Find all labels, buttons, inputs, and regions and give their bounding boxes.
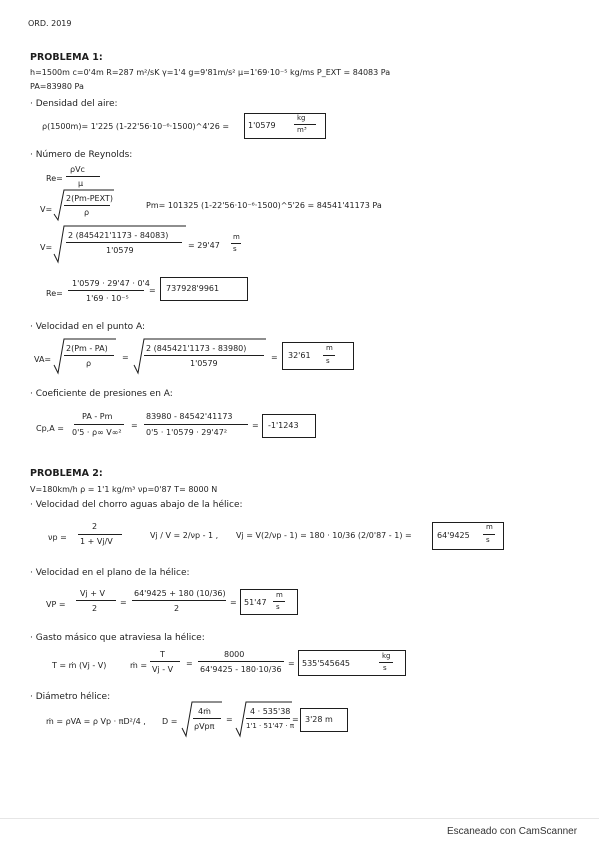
velocity-a-unit-den: s xyxy=(326,357,330,365)
velocity-a-eq2: = xyxy=(271,353,278,362)
nu-den: 1 + Vj/V xyxy=(80,537,113,546)
v-calc-lhs: V= xyxy=(40,243,53,252)
nu-num: 2 xyxy=(92,522,98,531)
cp-result: -1'1243 xyxy=(268,421,299,430)
velocity-a-den1: ρ xyxy=(86,359,92,368)
re-calc-bar xyxy=(68,290,144,291)
vp-bar2 xyxy=(132,600,226,601)
vj-equation: Vj = V(2/νp - 1) = 180 · 10/36 (2/0'87 - 1) = xyxy=(236,531,412,540)
diameter-den1: ρVpπ xyxy=(194,722,215,731)
velocity-a-eq1: = xyxy=(122,353,129,362)
pressure-coef-heading: · Coeficiente de presiones en A: xyxy=(30,389,173,399)
cp-eq2: = xyxy=(252,421,259,430)
density-formula: ρ(1500m)= 1'225 (1-22'56·10⁻⁶·1500)^4'26 = xyxy=(42,122,230,131)
cp-den2: 0'5 · 1'0579 · 29'47² xyxy=(146,428,228,437)
diameter-lhs: D = xyxy=(162,717,178,726)
page-header: ORD. 2019 xyxy=(28,19,72,28)
v-def-bar xyxy=(64,205,110,206)
mdot-bar2 xyxy=(198,661,284,662)
velocity-a-bar1 xyxy=(64,355,114,356)
vp-den1: 2 xyxy=(92,604,98,613)
density-unit-den: m³ xyxy=(297,126,307,134)
pm-equation: Pm= 101325 (1-22'56·10⁻⁶·1500)^5'26 = 84541'41173 Pa xyxy=(146,201,382,210)
diameter-eq1: = xyxy=(226,715,233,724)
cp-den1: 0'5 · ρ∞ V∞² xyxy=(72,428,122,437)
vp-eq1: = xyxy=(120,598,127,607)
plane-velocity-heading: · Velocidad en el plano de la hélice: xyxy=(30,568,190,578)
vp-eq2: = xyxy=(230,598,237,607)
problem1-pa: PA=83980 Pa xyxy=(30,82,84,91)
mdot-bar1 xyxy=(150,661,180,662)
cp-num2: 83980 - 84542'41173 xyxy=(146,412,233,421)
diameter-eq2: = xyxy=(292,715,299,724)
density-heading: · Densidad del aire: xyxy=(30,99,118,109)
velocity-a-result: 32'61 xyxy=(288,351,311,360)
density-result: 1'0579 xyxy=(248,121,276,130)
v-calc-unit-num: m xyxy=(233,233,240,241)
vj-ratio: Vj / V = 2/νp - 1 , xyxy=(150,531,219,540)
velocity-a-lhs: VA= xyxy=(34,355,52,364)
re-calc-num: 1'0579 · 29'47 · 0'4 xyxy=(72,279,150,288)
density-unit-num: kg xyxy=(297,114,306,122)
mdot-eq1: = xyxy=(186,659,193,668)
velocity-a-heading: · Velocidad en el punto A: xyxy=(30,322,146,332)
reynolds-heading: · Número de Reynolds: xyxy=(30,150,133,160)
problem1-givens: h=1500m c=0'4m R=287 m²/sK γ=1'4 g=9'81m/s² μ=1'69·10⁻⁵ kg/ms P_EXT = 84083 Pa xyxy=(30,68,391,77)
vp-num1: Vj + V xyxy=(80,589,105,598)
re-calc-eq: = xyxy=(149,286,156,295)
v-calc-den: 1'0579 xyxy=(106,246,134,255)
nu-bar xyxy=(78,534,122,535)
cp-eq1: = xyxy=(131,421,138,430)
v-def-num: 2(Pm-PEXT) xyxy=(66,194,113,203)
mass-flow-heading: · Gasto másico que atraviesa la hélice: xyxy=(30,633,205,643)
v-calc-result: = 29'47 xyxy=(188,241,220,250)
cp-num1: PA - Pm xyxy=(82,412,113,421)
mdot-result: 535'545645 xyxy=(302,659,351,668)
thrust-equation: T = ṁ (Vj - V) xyxy=(52,661,107,670)
mdot-unit-num: kg xyxy=(382,652,391,660)
cp-bar1 xyxy=(74,424,124,425)
re-calc-result: 737928'9961 xyxy=(166,284,220,293)
re-calc-lhs: Re= xyxy=(46,289,63,298)
velocity-a-den2: 1'0579 xyxy=(190,359,218,368)
vp-unit-den: s xyxy=(276,603,280,611)
re-def-den: μ xyxy=(78,179,84,188)
diameter-heading: · Diámetro hélice: xyxy=(30,692,111,702)
problem2-givens: V=180km/h ρ = 1'1 kg/m³ νp=0'87 T= 8000 N xyxy=(30,485,218,494)
vj-result: 64'9425 xyxy=(437,531,470,540)
velocity-a-bar2 xyxy=(144,355,264,356)
v-def-den: ρ xyxy=(84,208,90,217)
vj-unit-den: s xyxy=(486,536,490,544)
re-def-lhs: Re= xyxy=(46,174,63,183)
mdot-num1: T xyxy=(160,650,165,659)
diameter-num2: 4 · 535'38 xyxy=(250,707,291,716)
jet-velocity-heading: · Velocidad del chorro aguas abajo de la hélice: xyxy=(30,500,243,510)
re-calc-den: 1'69 · 10⁻⁵ xyxy=(86,294,129,303)
vp-den2: 2 xyxy=(174,604,180,613)
re-def-bar xyxy=(66,176,100,177)
vp-bar1 xyxy=(76,600,116,601)
mdot-den2: 64'9425 - 180·10/36 xyxy=(200,665,282,674)
v-calc-unit-den: s xyxy=(233,245,237,253)
cp-bar2 xyxy=(144,424,248,425)
mdot-den1: Vj - V xyxy=(152,665,174,674)
mdot-lhs: ṁ = xyxy=(130,661,148,670)
diameter-result: 3'28 m xyxy=(305,715,333,724)
v-calc-bar xyxy=(66,242,182,243)
velocity-a-num1: 2(Pm - PA) xyxy=(66,344,108,353)
scanner-watermark: Escaneado con CamScanner xyxy=(447,826,578,837)
mdot-eq2: = xyxy=(288,659,295,668)
velocity-a-num2: 2 (845421'1173 - 83980) xyxy=(146,344,247,353)
velocity-a-unit-num: m xyxy=(326,344,333,352)
diameter-num1: 4ṁ xyxy=(198,707,211,716)
vp-unit-num: m xyxy=(276,591,283,599)
cp-lhs: Cp,A = xyxy=(36,424,64,433)
diameter-bar2 xyxy=(246,718,290,719)
mdot-unit-den: s xyxy=(383,664,387,672)
vp-lhs: VP = xyxy=(46,600,66,609)
footer-divider xyxy=(0,818,599,819)
diameter-bar1 xyxy=(193,718,221,719)
problem2-title: PROBLEMA 2: xyxy=(30,468,103,479)
re-def-num: ρVc xyxy=(70,165,85,174)
mdot-num2: 8000 xyxy=(224,650,245,659)
problem1-title: PROBLEMA 1: xyxy=(30,52,103,63)
nu-lhs: νp = xyxy=(48,533,67,542)
mdot-area-equation: ṁ = ρVA = ρ Vp · πD²/4 , xyxy=(46,717,146,726)
vp-num2: 64'9425 + 180 (10/36) xyxy=(134,589,226,598)
diameter-den2: 1'1 · 51'47 · π xyxy=(246,722,295,730)
v-def-lhs: V= xyxy=(40,205,53,214)
vp-result: 51'47 xyxy=(244,598,267,607)
vj-unit-num: m xyxy=(486,523,493,531)
v-calc-num: 2 (845421'1173 - 84083) xyxy=(68,231,169,240)
